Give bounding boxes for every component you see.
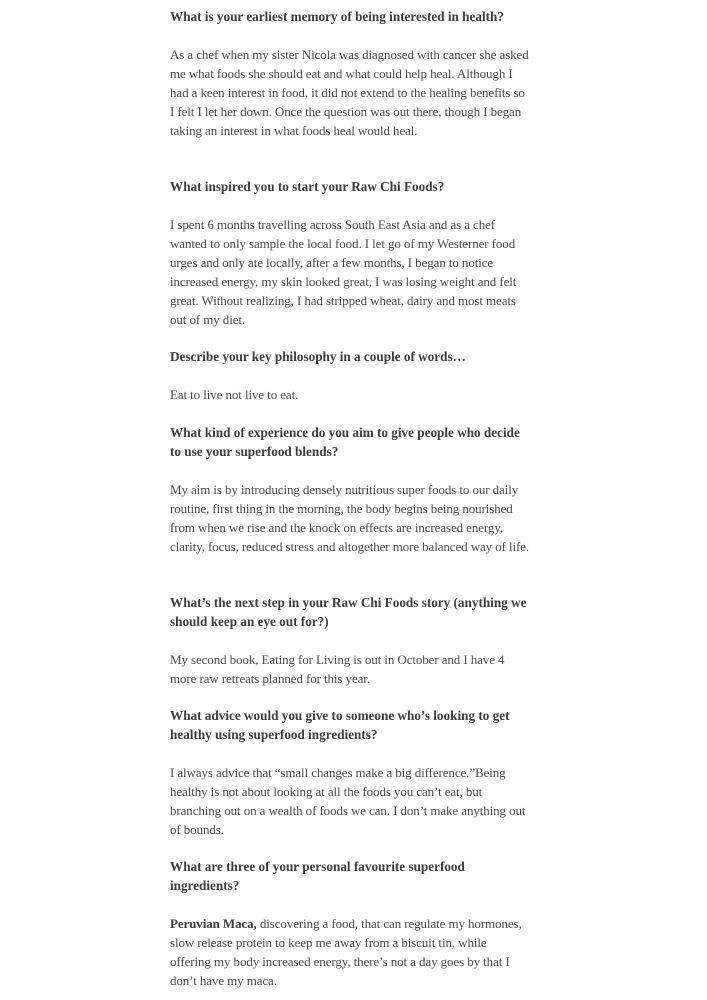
qa-block xyxy=(170,423,530,556)
qa-block xyxy=(170,706,530,839)
answer-paragraph: I always advice that “small changes make a big difference.”Being healthy is not about looking at all the foods you can’t eat, but branching out on a wealth of foods we can. I don’t make anything out of bounds. xyxy=(170,765,526,837)
qa-block xyxy=(170,857,530,990)
qa-block xyxy=(170,593,530,688)
answer-paragraph: Eat to live not live to eat. xyxy=(170,387,299,402)
answer-paragraph: My second book, Eating for Living is out in October and I have 4 more raw retreats planned for this year. xyxy=(170,652,505,686)
question-heading: What are three of your personal favourite superfood ingredients? xyxy=(170,859,465,893)
qa-block xyxy=(170,177,530,329)
question-heading: What is your earliest memory of being interested in health? xyxy=(170,9,504,24)
question-heading: What’s the next step in your Raw Chi Foods story (anything we should keep an eye out for?) xyxy=(170,595,527,629)
answer-paragraph xyxy=(170,914,530,990)
qa-block xyxy=(170,347,530,404)
question-heading: What kind of experience do you aim to give people who decide to use your superfood blends? xyxy=(170,425,520,459)
answer-bold-lead: Peruvian Maca, xyxy=(170,916,257,931)
question-heading: What inspired you to start your Raw Chi Foods? xyxy=(170,179,445,194)
question-heading: What advice would you give to someone who’s looking to get healthy using superfood ingredients? xyxy=(170,708,510,742)
answer-text: discovering a food, that can regulate my hormones, slow release protein to keep me away from a biscuit tin, while offering my body increased energy, there’s not a day goes by that I don’t have my maca. xyxy=(170,916,522,988)
qa-block xyxy=(170,7,530,140)
answer-paragraph: As a chef when my sister Nicola was diagnosed with cancer she asked me what foods she should eat and what could help heal. Although I had a keen interest in food, it did not extend to the healing benefits so I felt I let her down. Once the question was out there, though I began taking an interest in what foods heal would heal. xyxy=(170,47,529,138)
question-heading: Describe your key philosophy in a couple of words… xyxy=(170,349,466,364)
answer-paragraph: My aim is by introducing densely nutritious super foods to our daily routine, first thing in the morning, the body begins being nourished from when we rise and the knock on effects are increased energy, clarity, focus, reduced stress and altogether more balanced way of life. xyxy=(170,482,530,554)
answer-paragraph: I spent 6 months travelling across South East Asia and as a chef wanted to only sample the local food. I let go of my Westerner food urges and only ate locally, after a few months, I began to notice increased energy, my skin looked great, I was losing weight and felt great. Without realizing, I had stripped wheat, dairy and most meats out of my diet. xyxy=(170,217,517,327)
